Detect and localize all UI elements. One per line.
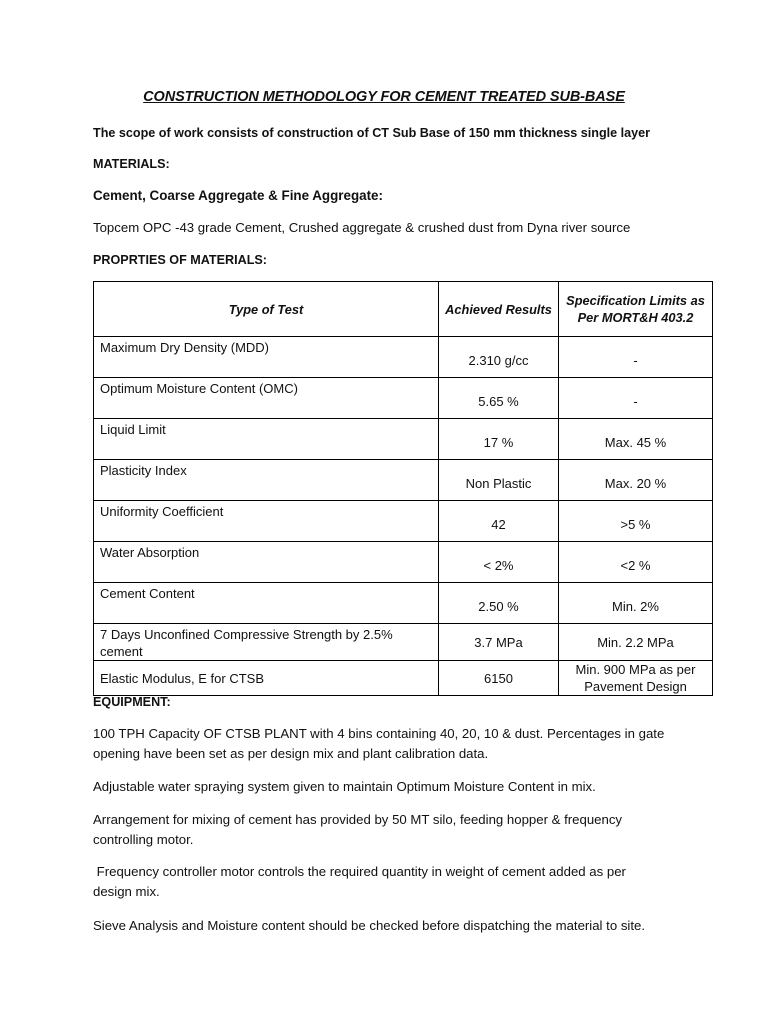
test-name: Water Absorption [94,542,439,583]
achieved-result: 2.50 % [439,583,559,624]
materials-subheading: Cement, Coarse Aggregate & Fine Aggregate: [93,188,383,203]
specification-limit: Max. 20 % [559,460,713,501]
specification-limit: Min. 900 MPa as per Pavement Design [559,661,713,696]
table-row [94,542,713,583]
table-row [94,583,713,624]
test-name: Optimum Moisture Content (OMC) [94,378,439,419]
achieved-result: 6150 [439,661,559,696]
document-title: CONSTRUCTION METHODOLOGY FOR CEMENT TREATED SUB-BASE [143,89,625,105]
materials-text: Topcem OPC -43 grade Cement, Crushed aggregate & crushed dust from Dyna river source [93,220,631,235]
equipment-paragraph: Arrangement for mixing of cement has provided by 50 MT silo, feeding hopper & frequency controlling motor. [93,812,623,847]
scope-statement: The scope of work consists of construction of CT Sub Base of 150 mm thickness single layer [93,126,651,140]
test-name: Elastic Modulus, E for CTSB [94,661,439,696]
table-row [94,378,713,419]
equipment-paragraph: Frequency controller motor controls the required quantity in weight of cement added as per design mix. [93,864,630,899]
specification-limit: Min. 2% [559,583,713,624]
table-header-row [94,282,713,337]
header-specification-limits: Specification Limits as Per MORT&H 403.2 [559,282,713,337]
specification-limit: Min. 2.2 MPa [559,624,713,661]
specification-limit: Max. 45 % [559,419,713,460]
table-row [94,419,713,460]
achieved-result: < 2% [439,542,559,583]
table-row [94,661,713,696]
achieved-result: 17 % [439,419,559,460]
table-row [94,501,713,542]
equipment-heading: EQUIPMENT: [93,695,171,709]
test-name: Plasticity Index [94,460,439,501]
equipment-paragraph: Sieve Analysis and Moisture content should be checked before dispatching the material to site. [93,918,646,933]
achieved-result: 2.310 g/cc [439,337,559,378]
header-type-of-test: Type of Test [94,282,439,337]
specification-limit: - [559,337,713,378]
equipment-paragraph: 100 TPH Capacity OF CTSB PLANT with 4 bins containing 40, 20, 10 & dust. Percentages in gate opening have been set as per design mix and plant calibration data. [93,726,665,761]
equipment-paragraph: Adjustable water spraying system given to maintain Optimum Moisture Content in mix. [93,779,596,794]
header-achieved-results: Achieved Results [439,282,559,337]
achieved-result: 5.65 % [439,378,559,419]
properties-heading: PROPRTIES OF MATERIALS: [93,253,267,267]
table-row [94,337,713,378]
test-name: 7 Days Unconfined Compressive Strength by 2.5% cement [94,624,439,661]
table-row [94,460,713,501]
test-name: Uniformity Coefficient [94,501,439,542]
test-name: Liquid Limit [94,419,439,460]
table-row [94,624,713,661]
test-name: Cement Content [94,583,439,624]
specification-limit: >5 % [559,501,713,542]
materials-heading: MATERIALS: [93,157,170,171]
properties-table [93,281,713,696]
test-name: Maximum Dry Density (MDD) [94,337,439,378]
achieved-result: Non Plastic [439,460,559,501]
specification-limit: - [559,378,713,419]
achieved-result: 3.7 MPa [439,624,559,661]
specification-limit: <2 % [559,542,713,583]
achieved-result: 42 [439,501,559,542]
